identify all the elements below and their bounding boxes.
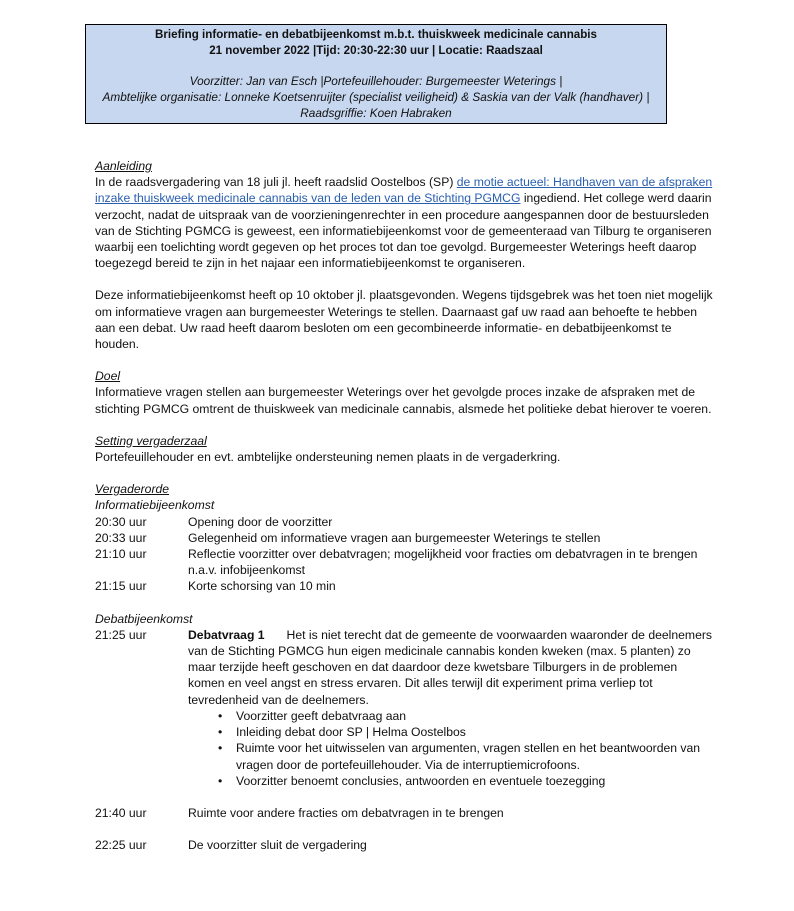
debatvraag-text: Het is niet terecht dat de gemeente de voorwaarden waaronder de deelnemers van de Stichting PGMCG hun eigen medicinale cannabis konden kweken (max. 5 planten) zo maar terzijde heeft geschoven en dat daardoor deze kwetsbare Tilburgers in de problemen komen en veel angst en stress ervaren. Dit alles terwijl dit experiment prima verliep tot tevredenheid van de deelnemers.: [188, 627, 713, 707]
bullet-text: Voorzitter geeft debatvraag aan: [236, 708, 407, 723]
agenda-item-text: Opening door de voorzitter: [188, 514, 333, 529]
agenda-time: 21:25 uur: [95, 627, 147, 642]
agenda-row: [95, 578, 715, 594]
agenda-time: 20:30 uur: [95, 514, 147, 529]
agenda-item-text: Reflectie voorzitter over debatvragen; mogelijkheid voor fracties om debatvragen in te brengen n.a.v. infobijeenkomst: [188, 547, 698, 578]
agenda-item-text: Ruimte voor andere fracties om debatvragen in te brengen: [188, 805, 504, 820]
agenda-time: 21:15 uur: [95, 579, 147, 594]
list-item: [188, 724, 715, 740]
agenda-time: 22:25 uur: [95, 838, 147, 853]
agenda-item-text: Gelegenheid om informatieve vragen aan burgemeester Weterings te stellen: [188, 530, 601, 545]
section-setting: [95, 433, 715, 465]
agenda-end-row-2: [95, 837, 715, 853]
bullet-icon: •: [218, 708, 223, 723]
debatvraag-paragraph: [188, 627, 715, 708]
bullet-text: Voorzitter benoemt conclusies, antwoorden en eventuele toezegging: [236, 773, 606, 788]
list-item: [188, 773, 715, 789]
header-date-time-location: 21 november 2022 |Tijd: 20:30-22:30 uur | Locatie: Raadszaal: [209, 44, 543, 57]
debatvraag-block: [188, 627, 715, 789]
section-title-vergaderorde: Vergaderorde: [95, 482, 170, 497]
section-title-setting: Setting vergaderzaal: [95, 433, 207, 448]
agenda-time: 20:33 uur: [95, 530, 147, 545]
header-chair-portfolio: Voorzitter: Jan van Esch |Portefeuillehouder: Burgemeester Weterings |: [189, 74, 563, 88]
header-clerk: Raadsgriffie: Koen Habraken: [300, 106, 452, 120]
section-debatbijeenkomst: [95, 611, 715, 789]
aanleiding-paragraph-1: [95, 174, 715, 271]
section-doel: [95, 368, 715, 417]
aanleiding-text-before: In de raadsvergadering van 18 juli jl. heeft raadslid Oostelbos (SP): [95, 175, 457, 190]
section-title-aanleiding: Aanleiding: [95, 159, 152, 173]
subsection-debatbijeenkomst: Debatbijeenkomst: [95, 611, 193, 626]
setting-text: Portefeuillehouder en evt. ambtelijke ondersteuning nemen plaats in de vergaderkring.: [95, 450, 561, 465]
list-item: [188, 740, 715, 772]
motie-link[interactable]: de motie actueel: Handhaven van de afspraken inzake thuiskweek medicinale cannabis van de leden van de Stichting PGMCG: [95, 175, 713, 206]
list-item: [188, 708, 715, 724]
agenda-item-text: De voorzitter sluit de vergadering: [188, 838, 367, 853]
agenda-row: [95, 514, 715, 530]
agenda-row-debatvraag: [95, 627, 715, 789]
agenda-row: [95, 530, 715, 546]
debat-bullet-list: [188, 708, 715, 789]
agenda-item-text: Korte schorsing van 10 min: [188, 579, 336, 594]
agenda-row: [95, 837, 715, 853]
bullet-text: Inleiding debat door SP | Helma Oostelbos: [236, 725, 466, 740]
bullet-icon: •: [218, 773, 223, 788]
aanleiding-paragraph-2: Deze informatiebijeenkomst heeft op 10 oktober jl. plaatsgevonden. Wegens tijdsgebrek was het toen niet mogelijk om informatieve vragen aan burgemeester Weterings te stellen. Daarnaast gaf uw raad aan behoefte te hebben aan een debat. Uw raad heeft daarom besloten om een gecombineerde informatie- en debatbijeenkomst te houden.: [95, 288, 713, 352]
agenda-row: [95, 805, 715, 821]
section-title-doel: Doel: [95, 369, 121, 384]
bullet-text: Ruimte voor het uitwisselen van argumenten, vragen stellen en het beantwoorden van vragen door de portefeuillehouder. Via de interruptiemicrofoons.: [236, 741, 701, 772]
subsection-informatiebijeenkomst: Informatiebijeenkomst: [95, 498, 215, 513]
agenda-row: [95, 546, 715, 578]
agenda-time: 21:10 uur: [95, 547, 147, 562]
briefing-header-box: [85, 24, 667, 124]
agenda-end-row-1: [95, 805, 715, 821]
document-body: [95, 158, 715, 869]
bullet-icon: •: [218, 725, 223, 740]
section-vergaderorde: [95, 481, 715, 594]
section-aanleiding: [95, 158, 715, 271]
agenda-time: 21:40 uur: [95, 805, 147, 820]
header-civil-service: Ambtelijke organisatie: Lonneke Koetsenruijter (specialist veiligheid) & Saskia van der Valk (handhaver) |: [102, 90, 650, 104]
doel-text: Informatieve vragen stellen aan burgemeester Weterings over het gevolgde proces inzake de afspraken met de stichting PGMCG omtrent de thuiskweek van medicinale cannabis, alsmede het politieke debat hierover te voeren.: [95, 385, 712, 416]
aanleiding-text-after: ingediend. Het college werd daarin verzocht, nadat de uitspraak van de voorzieningenrechter in een procedure aangespannen door de bestuursleden van de Stichting PGMCG is geweest, een informatiebijeenkomst voor de gemeenteraad van Tilburg te organiseren waarbij een toelichting wordt gegeven op het proces tot dan toe gevolgd. Burgemeester Weterings heeft daarop toegezegd bereid te zijn in het najaar een informatiebijeenkomst te organiseren.: [95, 191, 712, 271]
aanleiding-paragraph-2-block: [95, 287, 715, 352]
header-title: Briefing informatie- en debatbijeenkomst m.b.t. thuiskweek medicinale cannabis: [155, 28, 597, 41]
bullet-icon: •: [218, 741, 223, 756]
debatvraag-label: Debatvraag 1: [188, 627, 265, 642]
